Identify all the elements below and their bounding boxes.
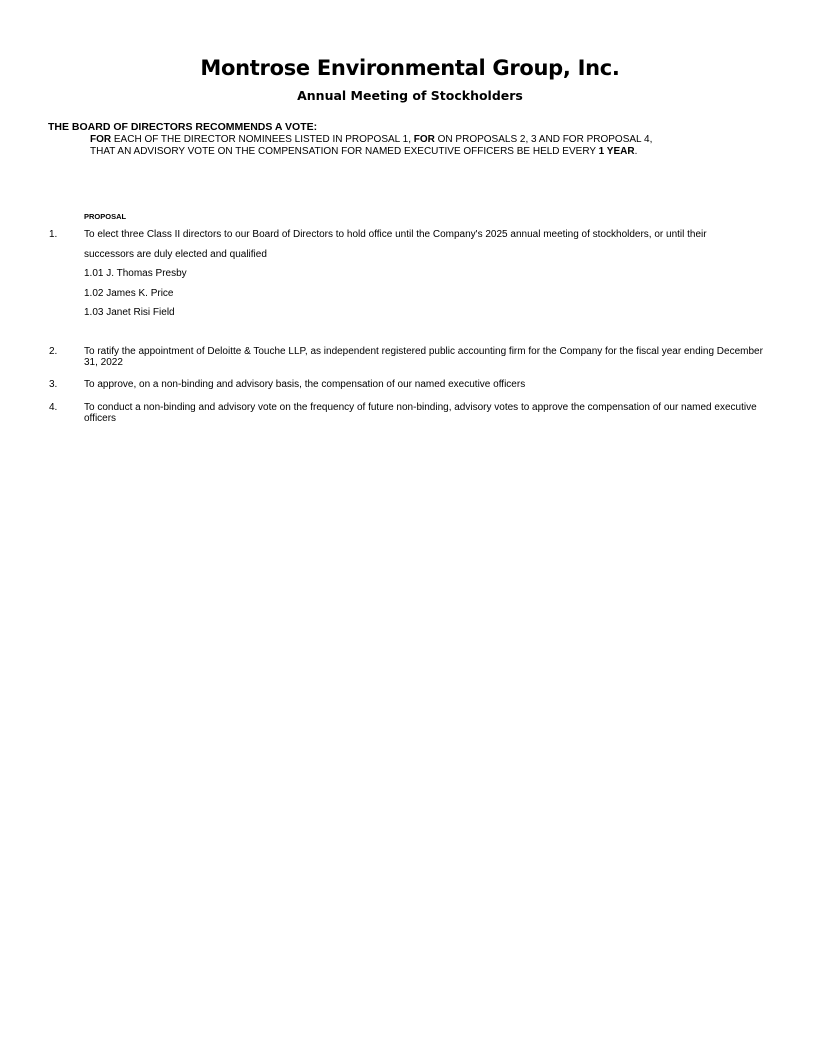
page-title: Montrose Environmental Group, Inc. — [200, 56, 620, 80]
proposal-1-text-line-1: To elect three Class II directors to our Board of Directors to hold office until the Company's 2025 annual meeting of stockholders, or until their — [84, 229, 707, 240]
recommendation-text-3: THAT AN ADVISORY VOTE ON THE COMPENSATION FOR NAMED EXECUTIVE OFFICERS BE HELD EVERY — [90, 146, 599, 157]
proposal-1-number: 1. — [49, 229, 58, 240]
recommendation-line-2 — [90, 146, 637, 157]
nominee-2: 1.02 James K. Price — [84, 288, 174, 299]
recommendation-frequency: 1 YEAR — [598, 146, 635, 157]
recommendation-text-1: EACH OF THE DIRECTOR NOMINEES LISTED IN PROPOSAL 1, — [111, 134, 414, 145]
nominee-3: 1.03 Janet Risi Field — [84, 307, 175, 318]
recommendation-heading: THE BOARD OF DIRECTORS RECOMMENDS A VOTE: — [48, 121, 318, 133]
proposal-4-number: 4. — [49, 402, 58, 413]
proposal-3-text: To approve, on a non-binding and advisory basis, the compensation of our named executive officers — [84, 379, 526, 390]
page-subtitle: Annual Meeting of Stockholders — [297, 88, 523, 103]
proposal-2-text: To ratify the appointment of Deloitte & Touche LLP, as independent registered public accounting firm for the Company for the fiscal year ending December 31, 2022 — [84, 346, 763, 368]
recommendation-for-2: FOR — [413, 134, 435, 145]
nominee-1: 1.01 J. Thomas Presby — [84, 268, 187, 279]
recommendation-for-1: FOR — [90, 134, 112, 145]
proposal-2-number: 2. — [49, 346, 58, 357]
recommendation-line-1 — [90, 134, 652, 145]
proposal-1-text-line-2: successors are duly elected and qualified — [84, 249, 267, 260]
proposal-4-text: To conduct a non-binding and advisory vote on the frequency of future non-binding, advisory votes to approve the compensation of our named executive officers — [84, 402, 757, 424]
recommendation-text-end: . — [634, 146, 638, 157]
proposal-column-header: PROPOSAL — [84, 212, 127, 221]
recommendation-text-2: ON PROPOSALS 2, 3 AND FOR PROPOSAL 4, — [434, 134, 653, 145]
proposal-3-number: 3. — [49, 379, 58, 390]
